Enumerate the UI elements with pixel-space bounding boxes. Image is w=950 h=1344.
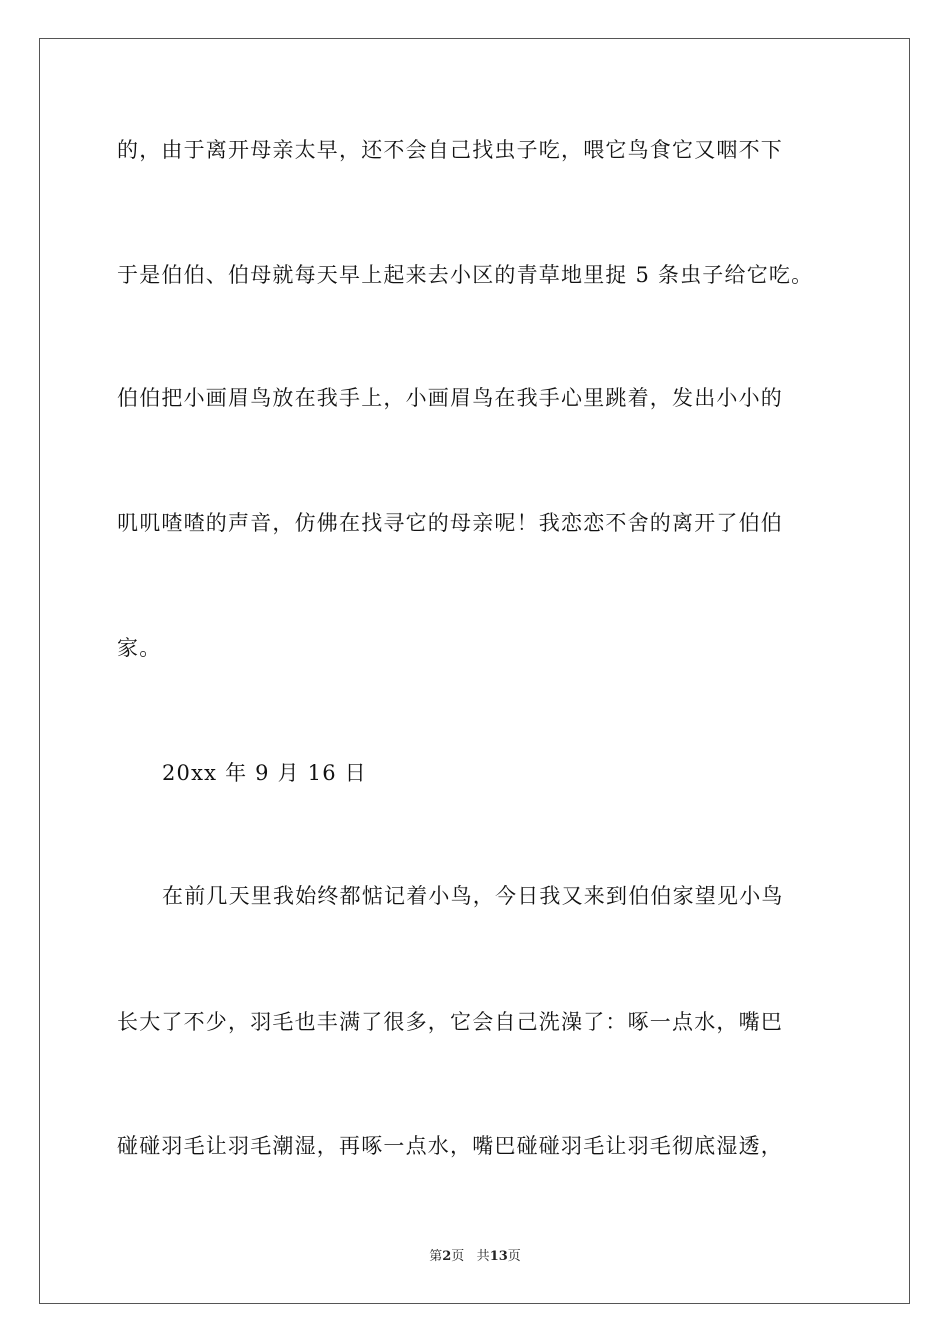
body-text-line-1: 的，由于离开母亲太早，还不会自己找虫子吃，喂它鸟食它又咽不下 <box>117 138 783 162</box>
body-text-line-7: 长大了不少，羽毛也丰满了很多，它会自己洗澡了：啄一点水，嘴巴 <box>117 1010 783 1034</box>
diary-date: 20xx 年 9 月 16 日 <box>162 761 367 785</box>
body-text-line-2: 于是伯伯、伯母就每天早上起来去小区的青草地里捉 5 条虫子给它吃。 <box>117 263 814 287</box>
page-suffix: 页 <box>451 1249 465 1264</box>
page-footer <box>0 1248 950 1266</box>
page-number: 2 <box>442 1249 452 1264</box>
body-text-line-5: 家。 <box>117 636 162 660</box>
body-text-line-3: 伯伯把小画眉鸟放在我手上，小画眉鸟在我手心里跳着，发出小小的 <box>117 386 783 410</box>
page-border <box>39 38 910 1304</box>
total-pages: 13 <box>489 1249 508 1264</box>
body-text-line-4: 叽叽喳喳的声音，仿佛在找寻它的母亲呢！我恋恋不舍的离开了伯伯 <box>117 511 783 535</box>
body-text-line-8: 碰碰羽毛让羽毛潮湿，再啄一点水，嘴巴碰碰羽毛让羽毛彻底湿透， <box>117 1134 783 1158</box>
page-prefix: 第 <box>429 1249 443 1264</box>
total-suffix: 页 <box>507 1249 521 1264</box>
total-prefix: 共 <box>476 1249 490 1264</box>
body-text-line-6: 在前几天里我始终都惦记着小鸟，今日我又来到伯伯家望见小鸟 <box>162 884 784 908</box>
